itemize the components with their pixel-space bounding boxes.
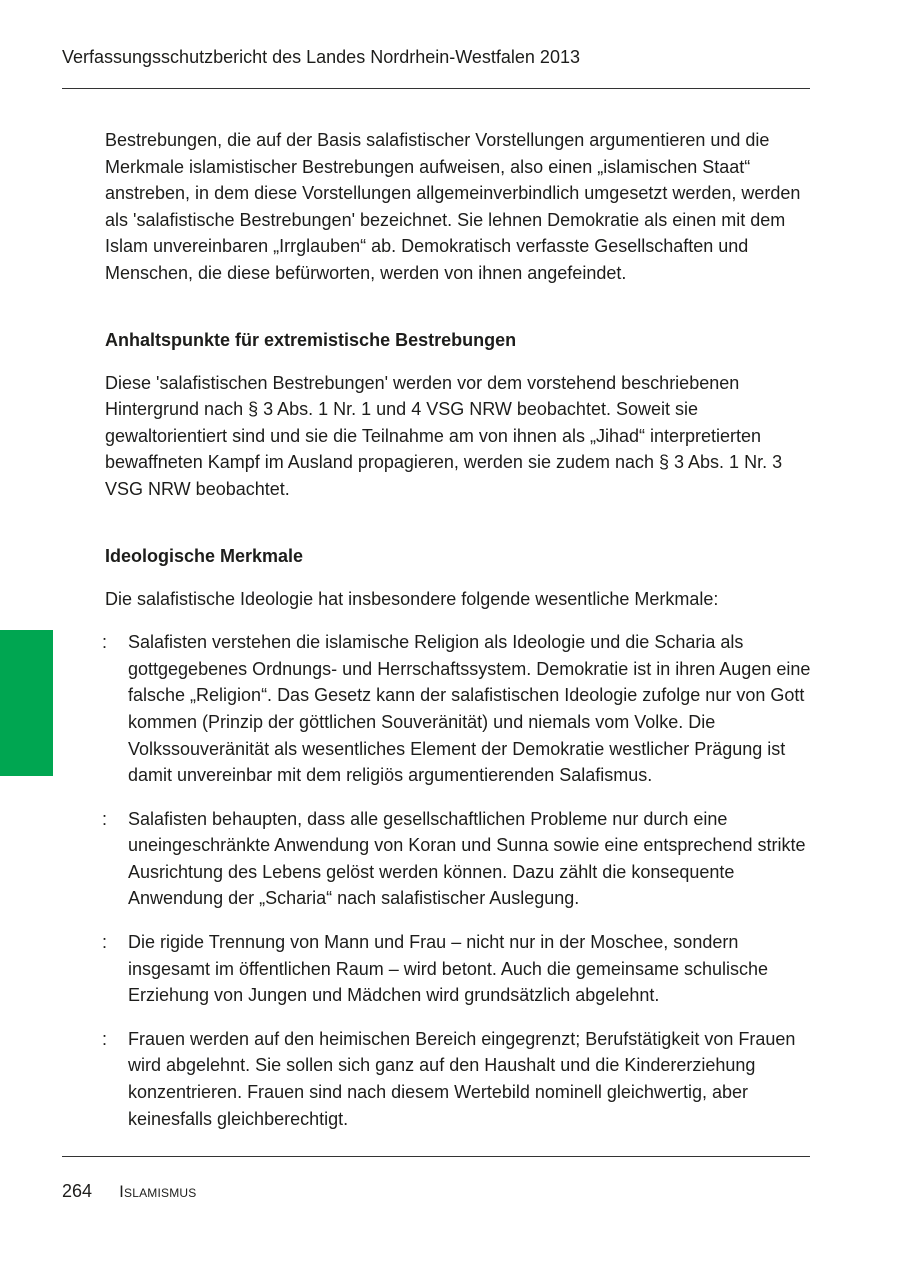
chapter-color-tab <box>0 630 53 776</box>
list-item <box>102 929 813 1009</box>
list-item-text: Die rigide Trennung von Mann und Frau – nicht nur in der Moschee, sondern insgesamt im öffentlichen Raum – wird betont. Auch die gemeinsame schulische Erziehung von Jungen und Mädchen wird grundsätzlich abgelehnt. <box>128 932 769 1006</box>
heading-extremist-indicators: Anhaltspunkte für extremistische Bestrebungen <box>105 329 517 350</box>
page-number: 264 <box>62 1181 93 1201</box>
list-item-text: Salafisten verstehen die islamische Religion als Ideologie und die Scharia als gottgegebenes Ordnungs- und Herrschaftssystem. Demokratie ist in ihren Augen eine falsche „Religion“. Das Gesetz kann der salafistischen Ideologie zufolge nur von Gott kommen (Prinzip der göttlichen Souveränität) und niemals vom Volke. Die Volkssouveränität als wesentliches Element der Demokratie westlicher Prägung ist damit unvereinbar mit dem religiös argumentierenden Salafismus. <box>128 632 811 786</box>
list-item-text: Salafisten behaupten, dass alle gesellschaftlichen Probleme nur durch eine uneingeschränkte Anwendung von Koran und Sunna sowie eine entsprechend strikte Ausrichtung des Lebens gelöst werden können. Dazu zählt die konsequente Anwendung der „Scharia“ nach salafistischer Auslegung. <box>128 808 806 909</box>
section-name: Islamismus <box>119 1182 197 1201</box>
header-divider <box>62 88 810 89</box>
intro-paragraph: Bestrebungen, die auf der Basis salafistischer Vorstellungen argumentieren und die Merkmale islamistischer Bestrebungen aufweisen, also einen „islamischen Staat“ anstreben, in dem diese Vorstellungen allgemeinverbindlich umgesetzt werden, werden als 'salafistische Bestrebungen' bezeichnet. Sie lehnen Demokratie als einen mit dem Islam unvereinbaren „Irrglauben“ ab. Demokratisch verfasste Gesellschaften und Menschen, die diese befürworten, werden von ihnen angefeindet. <box>105 130 801 283</box>
list-item-text: Frauen werden auf den heimischen Bereich eingegrenzt; Berufstätigkeit von Frauen wird abgelehnt. Sie sollen sich ganz auf den Haushalt und die Kindererziehung konzentrieren. Frauen sind nach diesem Wertebild nominell gleichwertig, aber keinesfalls gleichberechtigt. <box>128 1028 796 1129</box>
list-item <box>102 1026 813 1132</box>
running-header: Verfassungsschutzbericht des Landes Nordrhein-Westfalen 2013 <box>62 47 580 67</box>
bullet-marker: : <box>102 932 108 953</box>
bullet-marker: : <box>102 1028 108 1049</box>
ideology-intro-paragraph: Die salafistische Ideologie hat insbesondere folgende wesentliche Merkmale: <box>105 588 719 609</box>
main-content <box>102 127 813 1149</box>
list-item <box>102 629 813 789</box>
footer-divider <box>62 1156 810 1157</box>
ideology-features-list <box>102 629 813 1132</box>
bullet-marker: : <box>102 632 108 653</box>
heading-ideological-features: Ideologische Merkmale <box>105 545 304 566</box>
bullet-marker: : <box>102 808 108 829</box>
list-item <box>102 806 813 912</box>
page-footer <box>62 1180 196 1203</box>
indicators-paragraph: Diese 'salafistischen Bestrebungen' werden vor dem vorstehend beschriebenen Hintergrund nach § 3 Abs. 1 Nr. 1 und 4 VSG NRW beobachtet. Soweit sie gewaltorientiert sind und sie die Teilnahme am von ihnen als „Jihad“ interpretierten bewaffneten Kampf im Ausland propagieren, werden sie zudem nach § 3 Abs. 1 Nr. 3 VSG NRW beobachtet. <box>105 372 783 499</box>
